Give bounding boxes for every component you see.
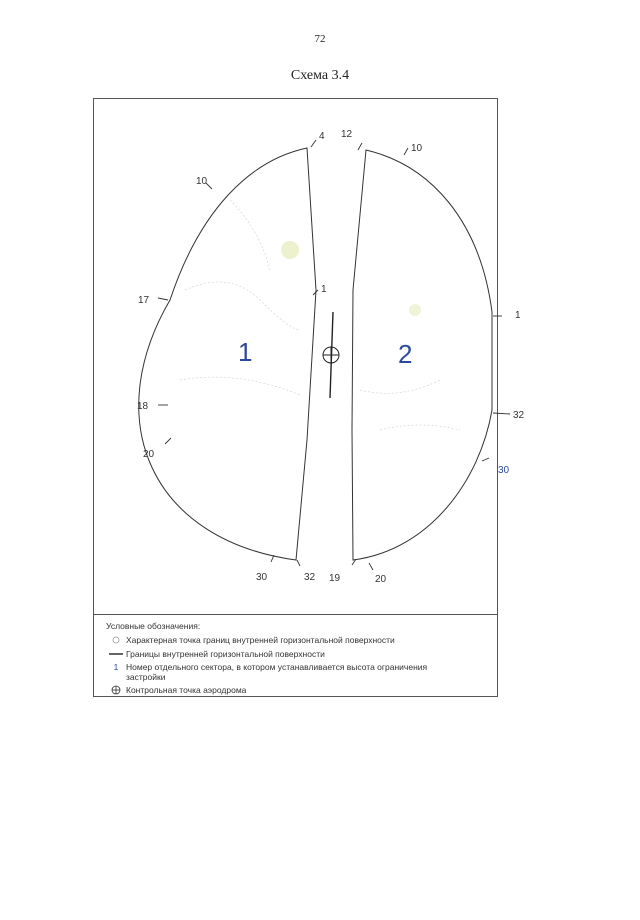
point-label-18: 18 [137,401,149,412]
point-label-30-left: 30 [256,572,268,583]
aerodrome-control-point-icon [106,685,126,695]
legend-title: Условные обозначения: [106,621,201,631]
legend [93,614,498,697]
sector-number-symbol: 1 [113,662,119,672]
legend-text-sector: Номер отдельного сектора, в котором устанавливается высота ограничения застройки [126,662,428,682]
sector-1-boundary [139,148,316,560]
sector-label-2: 2 [398,339,413,369]
legend-item-sector [106,662,456,682]
legend-item-point [106,635,456,645]
point-label-4: 4 [319,131,325,142]
point-label-10-right: 10 [411,143,423,154]
point-label-30-right: 30 [498,465,510,476]
legend-item-control-point [106,685,456,695]
legend-item-boundary [106,649,456,659]
sector-label-1: 1 [238,337,253,367]
scheme-title: Схема 3.4 [290,68,350,83]
point-label-1-right: 1 [515,310,521,321]
boundary-line-icon [106,649,126,659]
background-settlement [281,241,421,316]
aerodrome-control-point [323,347,339,363]
page-number: 72 [314,33,326,45]
point-label-20-right: 20 [375,574,387,585]
legend-text-boundary: Границы внутренней горизонтальной поверхности [126,649,325,659]
point-label-19: 19 [329,573,341,584]
point-label-12: 12 [341,129,353,140]
legend-text-control-point: Контрольная точка аэродрома [126,685,247,695]
point-label-10-left: 10 [196,176,208,187]
point-label-32-right: 32 [513,410,525,421]
legend-text-point: Характерная точка границ внутренней горизонтальной поверхности [126,635,395,645]
characteristic-point-icon [106,635,126,645]
point-label-20-left: 20 [143,449,155,460]
point-label-17: 17 [138,295,150,306]
sector-2-boundary [352,150,492,560]
point-label-32-left: 32 [304,572,316,583]
point-label-1-center: 1 [321,284,327,295]
